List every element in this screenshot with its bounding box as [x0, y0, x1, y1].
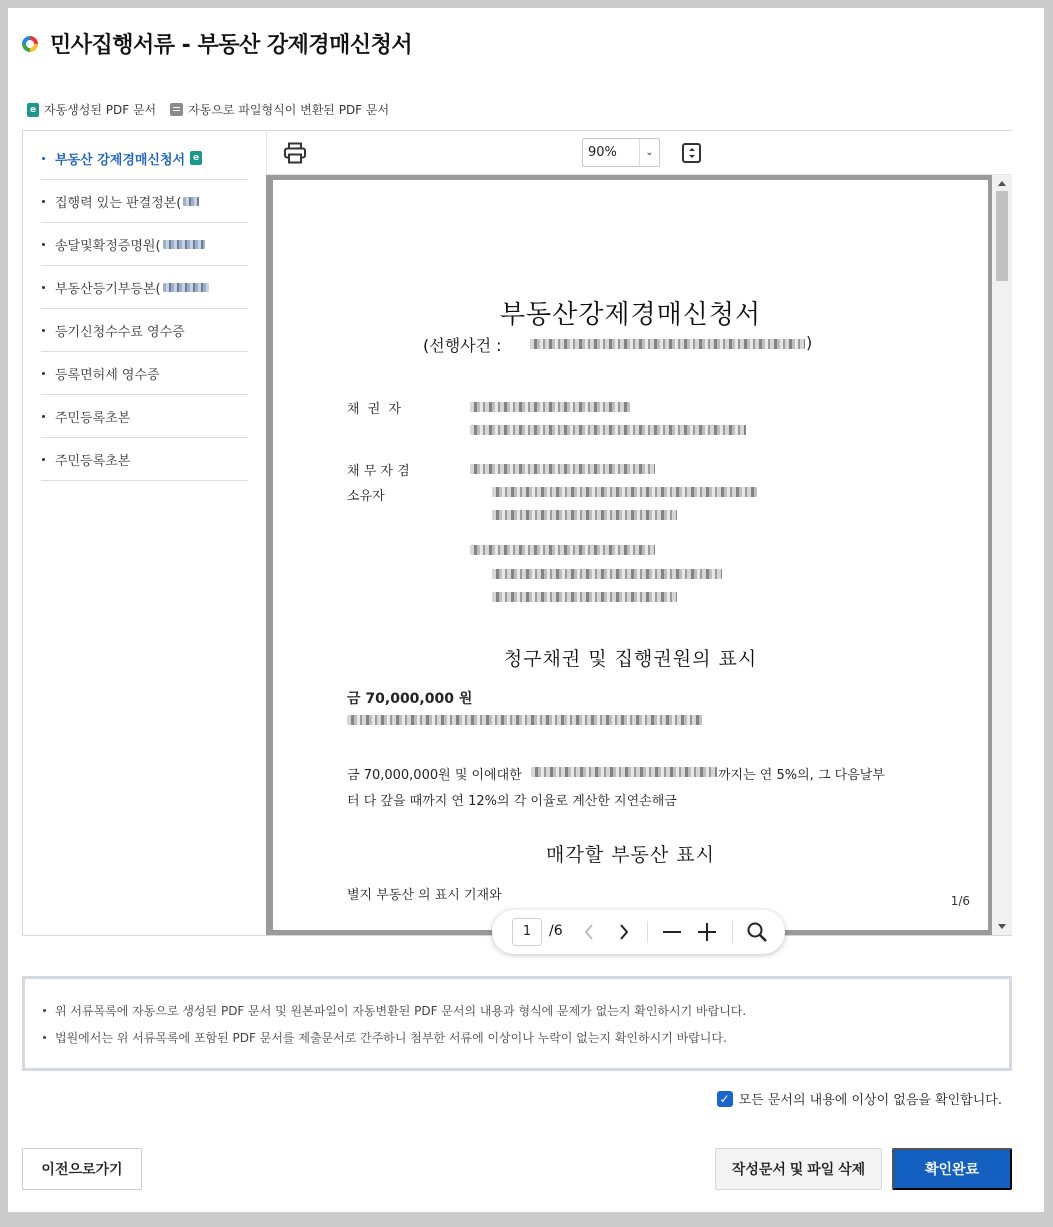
zoom-value: 90% — [588, 145, 617, 160]
search-icon[interactable] — [745, 920, 769, 944]
attachment-text: 별지 부동산 의 표시 기재와 — [347, 888, 502, 903]
legend-converted-pdf-label: 자동으로 파일형식이 변환된 PDF 문서 — [188, 103, 390, 117]
notice-text-1: 위 서류목록에 자동으로 생성된 PDF 문서 및 원본파일이 자동변환된 PDF 문서의 내용과 형식에 문제가 없는지 확인하시기 바랍니다. — [55, 1004, 747, 1018]
page-navigator — [492, 910, 785, 954]
doc-item-resident-abstract-2[interactable] — [41, 438, 248, 481]
doc-item-label: 등기신청수수료 영수증 — [55, 324, 185, 340]
notice-line — [43, 1002, 746, 1019]
doc-item-label: 주민등록초본 — [55, 410, 131, 426]
next-page-icon[interactable] — [611, 920, 635, 944]
doc-item-license-tax-receipt[interactable] — [41, 352, 248, 395]
bullet-icon — [43, 1036, 46, 1039]
redacted-case-number — [530, 339, 805, 349]
scroll-down-icon[interactable] — [998, 924, 1006, 929]
doc-item-label: 부동산등기부등본( — [55, 281, 161, 297]
vertical-scrollbar[interactable] — [992, 175, 1012, 935]
legend-auto-pdf-label: 자동생성된 PDF 문서 — [44, 103, 157, 117]
document-list — [23, 131, 266, 935]
viewer-toolbar — [266, 131, 1012, 175]
court-logo-icon — [22, 36, 38, 52]
redacted-text — [183, 197, 199, 206]
redacted-debtor-1 — [470, 464, 655, 474]
converted-pdf-icon — [170, 103, 183, 116]
confirm-checkbox-row[interactable] — [717, 1089, 1002, 1108]
delete-button[interactable]: 작성문서 및 파일 삭제 — [715, 1148, 882, 1190]
doc-item-label: 집행력 있는 판결정본( — [55, 195, 182, 211]
pdf-viewer — [266, 131, 1012, 939]
notice-text-2: 법원에서는 위 서류목록에 포함된 PDF 문서를 제출문서로 간주하니 첨부한 서류에 이상이나 누락이 없는지 확인하시기 바랍니다. — [55, 1031, 727, 1045]
owner-label: 소유자 — [347, 489, 385, 504]
doc-subtitle-suffix: ) — [806, 333, 813, 352]
redacted-enforcement-title — [347, 715, 702, 725]
zoom-in-icon[interactable] — [695, 920, 719, 944]
bullet-icon — [42, 286, 45, 289]
pdf-canvas-area[interactable] — [266, 175, 1012, 939]
bullet-icon — [42, 157, 45, 160]
bullet-icon — [42, 415, 45, 418]
auto-pdf-icon: e — [190, 151, 202, 165]
doc-subtitle — [423, 333, 502, 356]
legend — [27, 101, 403, 118]
redacted-text — [163, 283, 209, 292]
page-title: 민사집행서류 - 부동산 강제경매신청서 — [50, 33, 413, 58]
confirm-label: 모든 문서의 내용에 이상이 없음을 확인합니다. — [738, 1093, 1002, 1108]
debtor-label: 채 무 자 겸 — [347, 464, 410, 479]
doc-item-label: 부동산 강제경매신청서 — [55, 152, 186, 168]
chevron-down-icon: ⌄ — [639, 139, 659, 166]
confirm-checkbox[interactable]: ✓ — [717, 1091, 733, 1107]
bullet-icon — [42, 243, 45, 246]
page-total: /6 — [549, 923, 563, 939]
bullet-icon — [42, 458, 45, 461]
doc-item-label: 송달및확정증명원( — [55, 238, 161, 254]
redacted-text — [163, 240, 205, 249]
document-panel — [22, 130, 1012, 939]
redacted-debtor-1-address — [492, 487, 757, 497]
property-section-title: 매각할 부동산 표시 — [546, 844, 715, 866]
doc-item-registry[interactable] — [41, 266, 248, 309]
auto-pdf-icon: e — [27, 103, 39, 117]
redacted-debtor-2-address — [492, 569, 722, 579]
claim-amount: 금 70,000,000 원 — [347, 691, 473, 707]
doc-item-label: 등록면허세 영수증 — [55, 367, 160, 383]
doc-title: 부동산강제경매신청서 — [499, 300, 762, 330]
fit-page-icon[interactable] — [682, 143, 701, 163]
zoom-out-icon[interactable] — [660, 920, 684, 944]
doc-item-registration-fee-receipt[interactable] — [41, 309, 248, 352]
scroll-thumb[interactable] — [996, 191, 1008, 281]
pdf-page — [273, 180, 988, 930]
redacted-creditor-address — [470, 425, 746, 435]
scroll-up-icon[interactable] — [998, 181, 1006, 186]
divider — [647, 921, 648, 943]
interest-line-1-suffix: 까지는 연 5%의, 그 다음날부 — [718, 768, 885, 783]
previous-button[interactable]: 이전으로가기 — [22, 1148, 142, 1190]
bullet-icon — [43, 1009, 46, 1012]
divider — [732, 921, 733, 943]
legend-converted-pdf — [170, 101, 389, 118]
bullet-icon — [42, 200, 45, 203]
zoom-select[interactable] — [582, 138, 660, 167]
doc-item-service-certificate[interactable] — [41, 223, 248, 266]
doc-item-auction-application[interactable] — [41, 137, 248, 180]
print-icon[interactable] — [283, 142, 307, 164]
interest-line-1-prefix: 금 70,000,000원 및 이에대한 — [347, 768, 522, 783]
interest-line-2: 터 다 갚을 때까지 연 12%의 각 이율로 계산한 지연손해금 — [347, 794, 677, 809]
previous-page-icon[interactable] — [578, 920, 602, 944]
redacted-debtor-2-detail — [492, 592, 677, 602]
doc-subtitle-prefix: (선행사건 : — [423, 336, 502, 355]
confirm-complete-button[interactable]: 확인완료 — [892, 1148, 1012, 1190]
page-indicator: 1/6 — [950, 894, 970, 908]
bullet-icon — [42, 329, 45, 332]
page-number-input[interactable]: 1 — [512, 918, 542, 946]
notice-line — [43, 1029, 727, 1046]
app-window — [8, 8, 1044, 1212]
redacted-creditor — [470, 402, 630, 412]
doc-item-resident-abstract-1[interactable] — [41, 395, 248, 438]
claim-section-title: 청구채권 및 집행권원의 표시 — [503, 648, 758, 670]
bullet-icon — [42, 372, 45, 375]
creditor-label: 채 권 자 — [347, 402, 403, 417]
doc-item-label: 주민등록초본 — [55, 453, 131, 469]
title-row — [22, 28, 412, 59]
doc-item-judgment[interactable] — [41, 180, 248, 223]
redacted-debtor-1-detail — [492, 510, 677, 520]
notice-box — [22, 976, 1012, 1071]
legend-auto-pdf — [27, 101, 156, 118]
redacted-date-range — [531, 767, 717, 777]
redacted-debtor-2 — [470, 545, 655, 555]
